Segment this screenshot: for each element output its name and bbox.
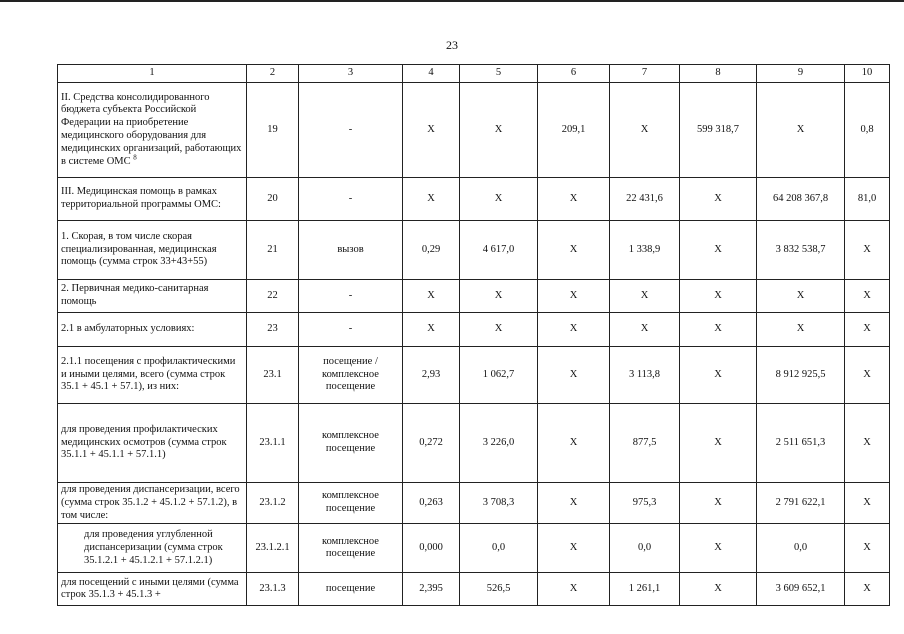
- table-row: [58, 221, 890, 280]
- value-cell: 975,3: [610, 483, 680, 524]
- value-cell: X: [538, 404, 610, 483]
- value-cell: X: [845, 573, 890, 606]
- unit-cell: посещение: [299, 573, 403, 606]
- value-cell: X: [403, 280, 460, 313]
- value-cell: 1 062,7: [460, 347, 538, 404]
- row-label: 2.1 в амбулаторных условиях:: [58, 313, 247, 347]
- page-number: 23: [446, 38, 458, 52]
- unit-cell: комплексное посещение: [299, 524, 403, 573]
- row-label: для проведения профилактических медицинских осмотров (сумма строк 35.1.1 + 45.1.1 + 57.1.1): [58, 404, 247, 483]
- value-cell: 877,5: [610, 404, 680, 483]
- value-cell: X: [757, 280, 845, 313]
- value-cell: 0,0: [610, 524, 680, 573]
- value-cell: X: [460, 280, 538, 313]
- row-number-cell: 23.1.1: [247, 404, 299, 483]
- column-header: 1: [58, 65, 247, 83]
- unit-cell: комплексное посещение: [299, 404, 403, 483]
- footnote-marker: 8: [133, 153, 137, 162]
- value-cell: X: [403, 83, 460, 178]
- value-cell: X: [538, 573, 610, 606]
- value-cell: 3 832 538,7: [757, 221, 845, 280]
- column-header: 2: [247, 65, 299, 83]
- value-cell: X: [845, 483, 890, 524]
- unit-cell: -: [299, 313, 403, 347]
- value-cell: 2 511 651,3: [757, 404, 845, 483]
- value-cell: X: [845, 347, 890, 404]
- value-cell: 3 113,8: [610, 347, 680, 404]
- row-number-cell: 23.1.2.1: [247, 524, 299, 573]
- value-cell: 3 226,0: [460, 404, 538, 483]
- value-cell: X: [845, 280, 890, 313]
- value-cell: X: [680, 483, 757, 524]
- table-row: [58, 313, 890, 347]
- table-row: [58, 178, 890, 221]
- column-header: 9: [757, 65, 845, 83]
- value-cell: X: [680, 178, 757, 221]
- value-cell: 209,1: [538, 83, 610, 178]
- value-cell: X: [845, 313, 890, 347]
- value-cell: X: [403, 313, 460, 347]
- value-cell: X: [680, 347, 757, 404]
- row-number-cell: 23: [247, 313, 299, 347]
- unit-cell: посещение / комплексное посещение: [299, 347, 403, 404]
- value-cell: X: [680, 573, 757, 606]
- column-header: 6: [538, 65, 610, 83]
- unit-cell: комплексное посещение: [299, 483, 403, 524]
- value-cell: X: [757, 313, 845, 347]
- column-header: 5: [460, 65, 538, 83]
- row-label: II. Средства консолидированного бюджета субъекта Российской Федерации на приобретение медицинского оборудования для медицинских организаций, работающих в системе ОМС: [61, 91, 242, 167]
- value-cell: X: [845, 404, 890, 483]
- row-label: для проведения диспансеризации, всего (сумма строк 35.1.2 + 45.1.2 + 57.1.2), в том числе:: [58, 483, 247, 524]
- value-cell: 0,0: [757, 524, 845, 573]
- unit-cell: вызов: [299, 221, 403, 280]
- value-cell: 3 609 652,1: [757, 573, 845, 606]
- value-cell: X: [610, 83, 680, 178]
- value-cell: 22 431,6: [610, 178, 680, 221]
- value-cell: 2 791 622,1: [757, 483, 845, 524]
- table-row: [58, 483, 890, 524]
- table-row: [58, 280, 890, 313]
- value-cell: 81,0: [845, 178, 890, 221]
- row-number-cell: 23.1.2: [247, 483, 299, 524]
- row-number-cell: 19: [247, 83, 299, 178]
- value-cell: X: [460, 83, 538, 178]
- row-number-cell: 22: [247, 280, 299, 313]
- value-cell: X: [460, 178, 538, 221]
- value-cell: X: [845, 221, 890, 280]
- value-cell: 8 912 925,5: [757, 347, 845, 404]
- value-cell: X: [538, 178, 610, 221]
- table-row: [58, 573, 890, 606]
- row-label: 2.1.1 посещения с профилактическими и иными целями, всего (сумма строк 35.1 + 45.1 + 57.1), из них:: [58, 347, 247, 404]
- top-border-line: [0, 0, 904, 2]
- value-cell: 0,000: [403, 524, 460, 573]
- value-cell: X: [680, 524, 757, 573]
- value-cell: 526,5: [460, 573, 538, 606]
- value-cell: X: [460, 313, 538, 347]
- column-header: 8: [680, 65, 757, 83]
- row-label: для посещений с иными целями (сумма строк 35.1.3 + 45.1.3 +: [58, 573, 247, 606]
- value-cell: X: [845, 524, 890, 573]
- unit-cell: -: [299, 178, 403, 221]
- row-number-cell: 23.1: [247, 347, 299, 404]
- table-row: [58, 347, 890, 404]
- value-cell: 2,395: [403, 573, 460, 606]
- column-header: 3: [299, 65, 403, 83]
- row-label: III. Медицинская помощь в рамках территориальной программы ОМС:: [58, 178, 247, 221]
- value-cell: 2,93: [403, 347, 460, 404]
- unit-cell: -: [299, 280, 403, 313]
- row-number-cell: 21: [247, 221, 299, 280]
- value-cell: 1 261,1: [610, 573, 680, 606]
- value-cell: X: [757, 83, 845, 178]
- value-cell: X: [610, 280, 680, 313]
- value-cell: 0,8: [845, 83, 890, 178]
- value-cell: 4 617,0: [460, 221, 538, 280]
- table-row: [58, 524, 890, 573]
- value-cell: X: [538, 483, 610, 524]
- value-cell: X: [680, 313, 757, 347]
- value-cell: X: [538, 524, 610, 573]
- value-cell: X: [403, 178, 460, 221]
- value-cell: X: [680, 221, 757, 280]
- table-row: [58, 404, 890, 483]
- row-number-cell: 20: [247, 178, 299, 221]
- value-cell: 599 318,7: [680, 83, 757, 178]
- value-cell: 3 708,3: [460, 483, 538, 524]
- value-cell: X: [538, 280, 610, 313]
- value-cell: X: [538, 221, 610, 280]
- row-label: 2. Первичная медико-санитарная помощь: [58, 280, 247, 313]
- column-header: 7: [610, 65, 680, 83]
- value-cell: X: [610, 313, 680, 347]
- column-header: 4: [403, 65, 460, 83]
- unit-cell: -: [299, 83, 403, 178]
- table-row: [58, 83, 890, 178]
- row-label: для проведения углубленной диспансеризации (сумма строк 35.1.2.1 + 45.1.2.1 + 57.1.2.1): [58, 524, 247, 573]
- value-cell: 64 208 367,8: [757, 178, 845, 221]
- column-header: 10: [845, 65, 890, 83]
- value-cell: 1 338,9: [610, 221, 680, 280]
- value-cell: X: [538, 313, 610, 347]
- value-cell: X: [538, 347, 610, 404]
- value-cell: X: [680, 404, 757, 483]
- row-label: 1. Скорая, в том числе скорая специализированная, медицинская помощь (сумма строк 33+43+55): [58, 221, 247, 280]
- value-cell: 0,272: [403, 404, 460, 483]
- value-cell: 0,263: [403, 483, 460, 524]
- row-number-cell: 23.1.3: [247, 573, 299, 606]
- table-header-row: [58, 65, 890, 83]
- row-label-cell: [58, 83, 247, 178]
- data-table: [57, 64, 890, 606]
- value-cell: 0,29: [403, 221, 460, 280]
- value-cell: 0,0: [460, 524, 538, 573]
- value-cell: X: [680, 280, 757, 313]
